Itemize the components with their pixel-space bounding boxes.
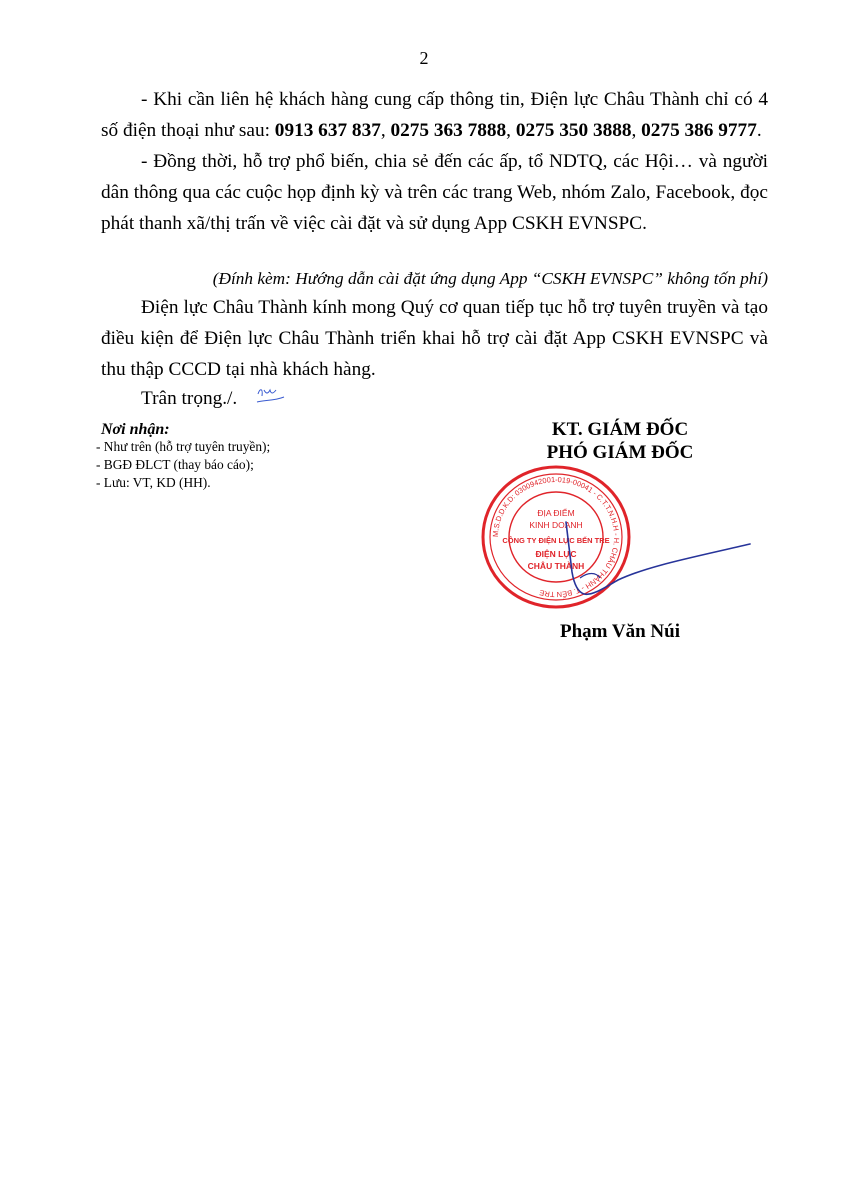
phone-number: 0275 363 7888 — [390, 120, 507, 141]
paragraph-request: Điện lực Châu Thành kính mong Quý cơ quan tiếp tục hỗ trợ tuyên truyền và tạo điều kiện để Điện lực Châu Thành triển khai hỗ trợ cài đặt App CSKH EVNSPC và thu thập CCCD tại nhà khách hàng. — [101, 297, 768, 380]
closing-greeting: Trân trọng./. — [141, 388, 238, 409]
initials-scribble — [254, 384, 288, 410]
recipient-item: - Như trên (hỗ trợ tuyên truyền); — [96, 439, 271, 454]
svg-text:CÔNG TY ĐIỆN LỰC BẾN TRE: CÔNG TY ĐIỆN LỰC BẾN TRE — [502, 536, 610, 545]
stamp-ring-text: M.S.D.D.K.D: 0300942001-019-00041 - C.T.T.N.H.H - H. CHÂU THÀNH - T. BẾN TRE — [490, 474, 622, 600]
paragraph-contact-phones — [101, 84, 768, 146]
svg-text:ĐIỆN LỰC: ĐIỆN LỰC — [535, 549, 577, 559]
svg-text:ĐỊA ĐIỂM: ĐỊA ĐIỂM — [537, 508, 575, 518]
sentence-end: . — [756, 120, 762, 141]
phone-number: 0275 350 3888 — [515, 120, 632, 141]
signature-title-2: PHÓ GIÁM ĐỐC — [546, 442, 694, 463]
contact-lead-text: - Khi cần liên hệ khách hàng cung cấp thông tin, Điện lực Châu Thành chỉ có 4 số điện thoại như sau: — [101, 89, 768, 141]
page-number: 2 — [419, 48, 429, 68]
phone-separator: , — [631, 120, 642, 141]
signer-name: Phạm Văn Núi — [559, 621, 680, 642]
recipient-item: - BGĐ ĐLCT (thay báo cáo); — [96, 457, 254, 472]
attachment-note: (Đính kèm: Hướng dẫn cài đặt ứng dụng App “CSKH EVNSPC” không tốn phí) — [212, 269, 768, 288]
svg-text:KINH DOANH: KINH DOANH — [529, 520, 583, 530]
phone-number: 0913 637 837 — [274, 120, 381, 141]
recipient-item: - Lưu: VT, KD (HH). — [96, 475, 211, 490]
phone-number: 0275 386 9777 — [641, 120, 757, 141]
phone-separator: , — [380, 120, 391, 141]
svg-text:CHÂU THÀNH: CHÂU THÀNH — [527, 561, 585, 571]
paragraph-dissemination: - Đồng thời, hỗ trợ phổ biến, chia sẻ đến các ấp, tổ NDTQ, các Hội… và người dân thông qua các cuộc họp định kỳ và trên các trang Web, nhóm Zalo, Facebook, đọc phát thanh xã/thị trấn về việc cài đặt và sử dụng App CSKH EVNSPC. — [101, 151, 768, 234]
signature-title-1: KT. GIÁM ĐỐC — [551, 419, 689, 440]
recipients-list — [96, 438, 270, 492]
recipients-title: Nơi nhận: — [101, 421, 170, 438]
handwritten-signature — [500, 460, 760, 610]
phone-separator: , — [506, 120, 516, 141]
